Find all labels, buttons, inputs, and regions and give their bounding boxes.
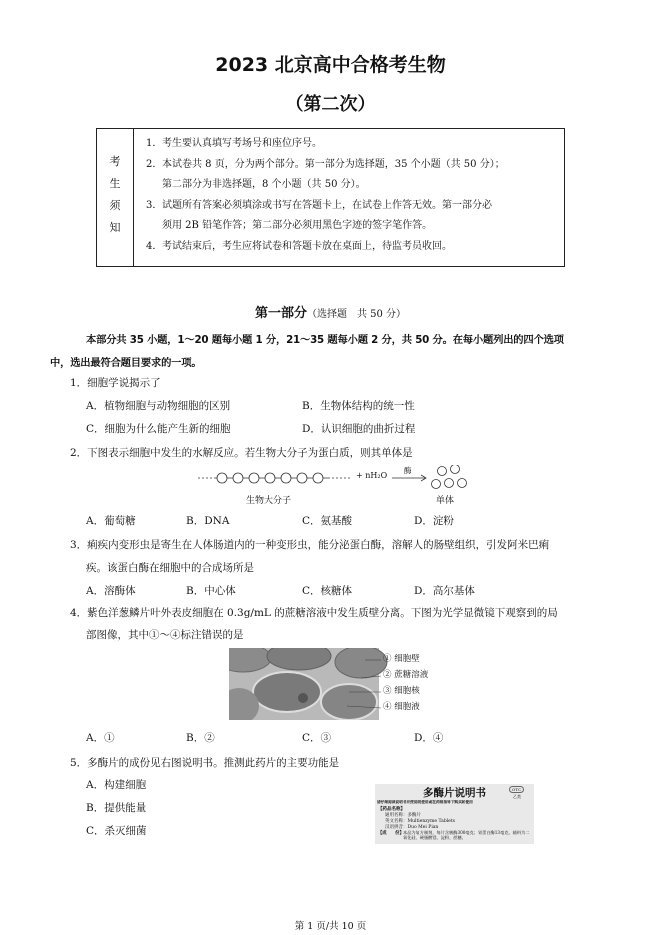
notice-label-char: 考 bbox=[109, 155, 121, 168]
q1-option-c: C．细胞为什么能产生新的细胞 bbox=[86, 423, 231, 435]
q1-option-d: D．认识细胞的曲折过程 bbox=[302, 423, 416, 435]
section-heading bbox=[0, 302, 661, 321]
notice-num: 4． bbox=[146, 240, 163, 252]
q2-option-c: C．氨基酸 bbox=[302, 515, 353, 527]
question-4-stem-cont: 部图像，其中①～④标注错误的是 bbox=[86, 629, 244, 641]
otc-badge: OTC bbox=[509, 786, 524, 793]
drug-leaflet bbox=[375, 784, 534, 844]
question-2-stem: 2．下图表示细胞中发生的水解反应。若生物大分子为蛋白质，则其单体是 bbox=[70, 447, 413, 459]
leaflet-comp-head: 【成 份】 bbox=[378, 831, 404, 836]
question-1-stem: 1．细胞学说揭示了 bbox=[70, 377, 161, 389]
q5-option-c: C．杀灭细菌 bbox=[86, 825, 147, 837]
micrograph-label-1: ① 细胞壁 bbox=[383, 654, 420, 664]
micrograph-label-4: ④ 细胞液 bbox=[383, 702, 420, 712]
q2-option-a: A．葡萄糖 bbox=[86, 515, 136, 527]
notice-num: 2． bbox=[146, 158, 163, 170]
page-footer: 第 1 页/共 10 页 bbox=[294, 921, 367, 932]
q2-option-d: D．淀粉 bbox=[414, 515, 454, 527]
intro-line: 本部分共 35 小题，1～20 题每小题 1 分，21～35 题每小题 2 分，共 50 分。在每小题列出的四个选项 bbox=[86, 334, 564, 346]
q3-option-d: D．高尔基体 bbox=[414, 585, 475, 597]
notice-item bbox=[146, 237, 558, 258]
notice-label-char: 须 bbox=[109, 199, 121, 212]
notice-text: 须用 2B 铅笔作答；第二部分必须用黑色字迹的签字笔作答。 bbox=[162, 220, 433, 231]
leaflet-warning: 请仔细阅读说明书并按说明使用或在药师指导下购买和使用 bbox=[377, 800, 473, 804]
q4-option-a: A．① bbox=[86, 732, 115, 744]
otc-class: 乙类 bbox=[513, 794, 521, 799]
hydrolysis-diagram bbox=[196, 465, 486, 511]
section-title: 第一部分 bbox=[254, 306, 307, 321]
q5-option-a: A．构建细胞 bbox=[86, 779, 147, 791]
q2-option-b: B．DNA bbox=[186, 515, 230, 527]
question-5-stem: 5．多酶片的成份见右图说明书。推测此药片的主要功能是 bbox=[70, 757, 340, 769]
notice-item bbox=[146, 216, 558, 237]
notice-item bbox=[146, 155, 558, 176]
leaflet-section: 【药品名称】 bbox=[378, 807, 405, 812]
notice-item bbox=[146, 175, 558, 196]
notice-item bbox=[146, 134, 558, 155]
q4-option-c: C．③ bbox=[302, 732, 332, 744]
notice-item bbox=[146, 196, 558, 217]
q4-option-b: B．② bbox=[186, 732, 215, 744]
q3-option-c: C．核糖体 bbox=[302, 585, 353, 597]
section-note: （选择题 共 50 分） bbox=[306, 309, 407, 320]
q4-option-d: D．④ bbox=[414, 732, 444, 744]
notice-num: 3． bbox=[146, 199, 163, 211]
micrograph bbox=[229, 648, 452, 720]
notice-text: 试题所有答案必须填涂或书写在答题卡上，在试卷上作答无效。第一部分必 bbox=[162, 199, 492, 211]
question-3-stem: 3．痢疾内变形虫是寄生在人体肠道内的一种变形虫，能分泌蛋白酶，溶解人的肠壁组织，引发阿米巴痢 bbox=[70, 539, 550, 551]
micrograph-label-3: ③ 细胞核 bbox=[383, 686, 420, 696]
macromolecule-label: 生物大分子 bbox=[246, 496, 292, 506]
page-subtitle: （第二次） bbox=[285, 94, 376, 115]
q3-option-a: A．溶酶体 bbox=[86, 585, 136, 597]
notice-label-char: 生 bbox=[109, 177, 121, 190]
q3-option-b: B．中心体 bbox=[186, 585, 236, 597]
question-3-stem-cont: 疾。该蛋白酶在细胞中的合成场所是 bbox=[86, 562, 254, 574]
reagent-label: + nH₂O bbox=[356, 471, 388, 480]
notice-text: 本试卷共 8 页，分为两个部分。第一部分为选择题，35 个小题（共 50 分）； bbox=[162, 158, 505, 170]
q1-option-a: A．植物细胞与动物细胞的区别 bbox=[86, 400, 231, 412]
section-intro bbox=[50, 329, 606, 375]
q1-option-b: B．生物体结构的统一性 bbox=[302, 400, 415, 412]
micrograph-label-2: ② 蔗糖溶液 bbox=[383, 670, 429, 680]
leaflet-row: 通用名称：多酶片 bbox=[385, 813, 421, 818]
leaflet-row: 汉语拼音：Duo Mei Pian bbox=[385, 825, 439, 830]
question-4-stem: 4．紫色洋葱鳞片叶外表皮细胞在 0.3g/mL 的蔗糖溶液中发生质壁分离。下图为光学显微镜下观察到的局 bbox=[70, 607, 558, 619]
exam-notice-box bbox=[96, 128, 565, 267]
enzyme-label: 酶 bbox=[404, 466, 412, 475]
notice-text: 考试结束后，考生应将试卷和答题卡放在桌面上，待监考员收回。 bbox=[162, 240, 452, 252]
page-title: 2023 北京高中合格考生物 bbox=[215, 54, 446, 76]
notice-num: 1． bbox=[146, 138, 163, 149]
leaflet-title: 多酶片说明书 bbox=[423, 787, 486, 799]
leaflet-row: 英文名称：Multienzyme Tablets bbox=[385, 819, 455, 824]
q5-option-b: B．提供能量 bbox=[86, 802, 147, 814]
notice-items bbox=[146, 134, 558, 257]
intro-line: 中，选出最符合题目要求的一项。 bbox=[50, 357, 202, 369]
notice-label-char: 知 bbox=[109, 221, 121, 234]
notice-label bbox=[97, 129, 134, 266]
leaflet-composition: 本品为复方制剂，每片含胰酶300毫克；胃蛋白酶13毫克。辅料为二氧化硅、硬脂酸镁、淀粉、蔗糖。 bbox=[403, 830, 530, 840]
monomer-label: 单体 bbox=[436, 496, 455, 506]
notice-text: 第二部分为非选择题，8 个小题（共 50 分）。 bbox=[162, 179, 366, 190]
notice-text: 考生要认真填写考场号和座位序号。 bbox=[162, 138, 322, 149]
